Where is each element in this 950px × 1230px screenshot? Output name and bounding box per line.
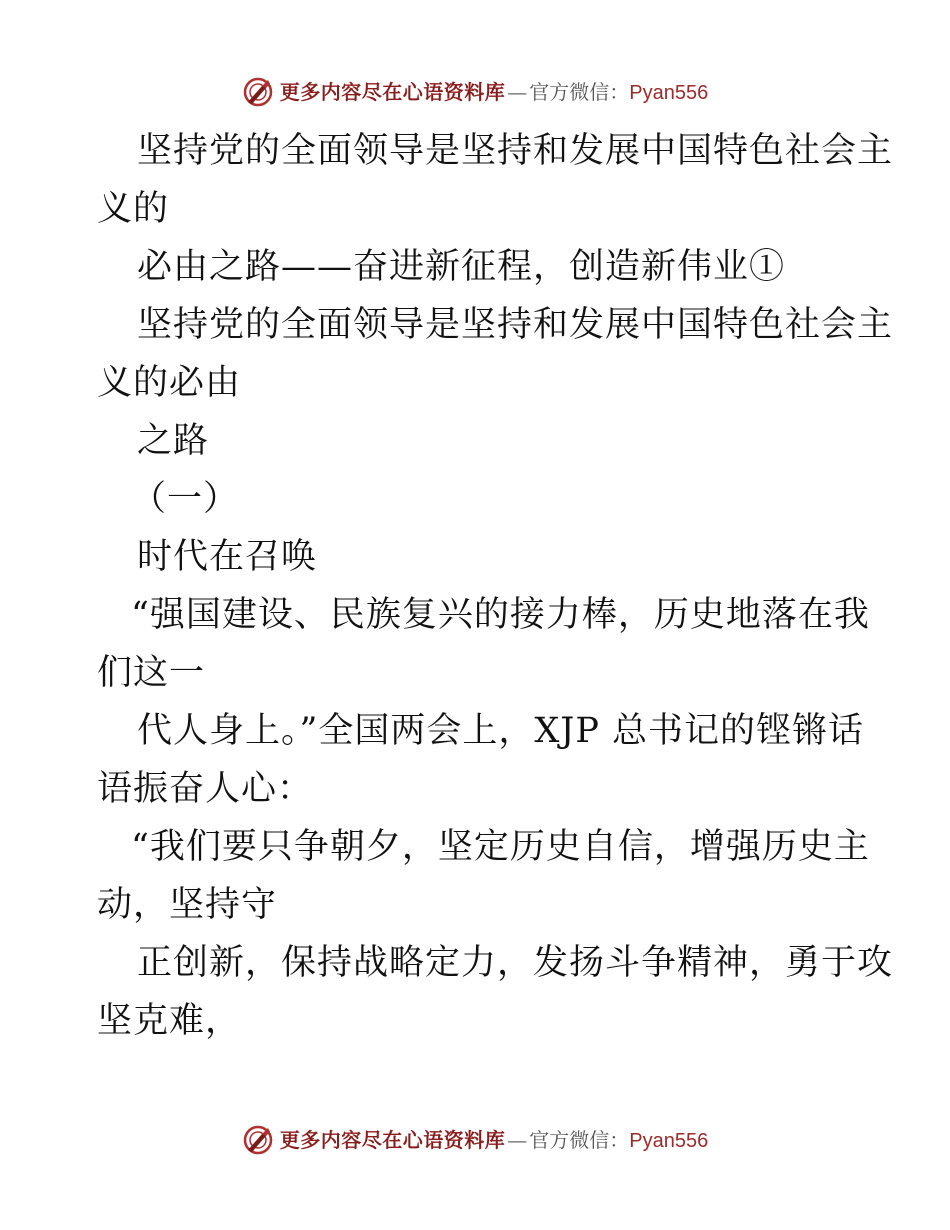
banner-wechat-label: 官方微信： [529,79,630,104]
pen-logo-icon [242,1124,274,1156]
banner-wechat-label: 官方微信： [529,1127,630,1152]
text-line: 正创新，保持战略定力，发扬斗争精神，勇于攻 [137,943,894,983]
banner-site-text: 更多内容尽在心语资料库 [279,1127,506,1152]
text-line: 坚持党的全面领导是坚持和发展中国特色社会主 [137,131,894,171]
banner-site-text: 更多内容尽在心语资料库 [279,79,506,104]
banner-separator: — [507,1127,528,1152]
text-line: 之路 [137,421,210,461]
banner-text [279,1127,709,1152]
text-line: 动，坚持守 [97,885,278,925]
text-line: 坚克难， [97,1001,242,1041]
header-banner [0,72,950,112]
text-line: 时代在召唤 [137,537,318,577]
text-line: 代人身上。”全国两会上，XJP 总书记的铿锵话 [137,711,865,751]
text-line: “我们要只争朝夕，坚定历史自信，增强历史主 [131,827,870,867]
footer-banner [0,1120,950,1160]
text-line: 义的必由 [97,363,242,403]
banner-wechat-id: Pyan556 [629,81,709,104]
text-line: 义的 [97,189,170,229]
text-line: 们这一 [97,653,206,693]
banner-text [279,79,709,104]
pen-logo-icon [242,76,274,108]
banner-separator: — [507,79,528,104]
document-body [97,122,894,1050]
text-line: “强国建设、民族复兴的接力棒，历史地落在我 [131,595,870,635]
text-line: 语振奋人心： [97,769,314,809]
text-line: （一） [131,479,240,519]
text-line: 必由之路——奋进新征程，创造新伟业① [137,247,786,287]
banner-wechat-id: Pyan556 [629,1129,709,1152]
text-line: 坚持党的全面领导是坚持和发展中国特色社会主 [137,305,894,345]
